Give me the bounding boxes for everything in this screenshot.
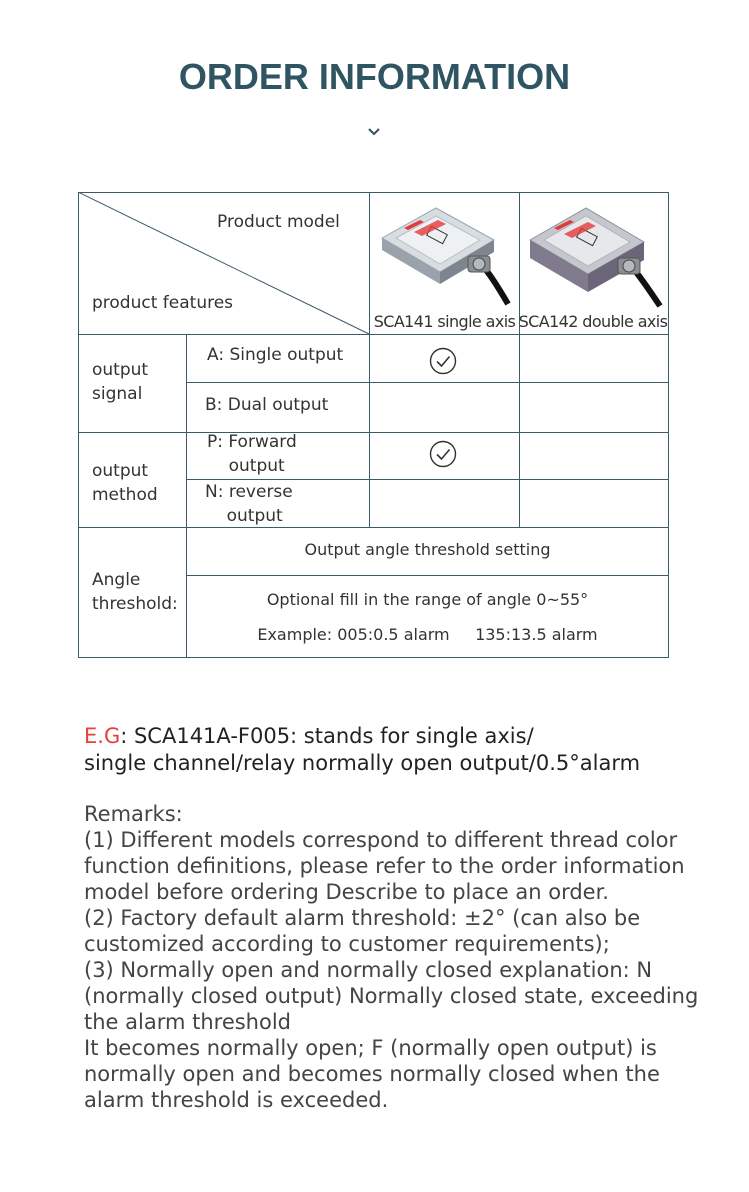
group-label-angle-threshold: Angle threshold: bbox=[92, 570, 178, 614]
header-product-features: product features bbox=[92, 293, 234, 313]
angle-threshold-setting: Output angle threshold setting bbox=[304, 540, 551, 559]
option-reverse-output: N: reverse output bbox=[205, 482, 293, 526]
remark-item: (1) Different models correspond to different thread color function definitions, please refer to the order information model before ordering Describe to place an order. bbox=[84, 828, 685, 904]
example-description: : SCA141A-F005: stands for single axis/ single channel/relay normally open output/0.5°alarm bbox=[84, 724, 641, 775]
chevron-down-icon bbox=[367, 128, 381, 136]
group-label-output-signal: output signal bbox=[92, 360, 149, 404]
header-product-model: Product model bbox=[217, 212, 340, 232]
sca141-product-image bbox=[376, 200, 512, 310]
remarks-heading: Remarks: bbox=[84, 802, 183, 826]
remarks bbox=[84, 801, 704, 1113]
page-title: ORDER INFORMATION bbox=[178, 56, 571, 97]
group-label-output-method: output method bbox=[92, 461, 158, 505]
angle-threshold-range: Optional fill in the range of angle 0~55° bbox=[266, 590, 589, 609]
option-single-output: A: Single output bbox=[207, 345, 344, 365]
example-text bbox=[84, 723, 724, 777]
remark-item: (2) Factory default alarm threshold: ±2° (can also be customized according to customer requirements); bbox=[84, 906, 641, 956]
angle-threshold-example: Example: 005:0.5 alarm 135:13.5 alarm bbox=[257, 625, 598, 644]
remark-item: (3) Normally open and normally closed explanation: N (normally closed output) Normally closed state, exceeding the alarm threshold bbox=[84, 958, 699, 1034]
option-forward-output: P: Forward output bbox=[207, 432, 297, 476]
product-caption-sca142: SCA142 double axis bbox=[518, 312, 668, 331]
remark-item: It becomes normally open; F (normally open output) is normally open and becomes normally closed when the alarm threshold is exceeded. bbox=[84, 1036, 660, 1112]
product-caption-sca141: SCA141 single axis bbox=[373, 312, 516, 331]
check-icon bbox=[429, 440, 457, 468]
option-dual-output: B: Dual output bbox=[205, 395, 329, 415]
check-icon bbox=[429, 347, 457, 375]
example-prefix: E.G bbox=[84, 724, 121, 748]
sca142-product-image bbox=[524, 200, 664, 310]
